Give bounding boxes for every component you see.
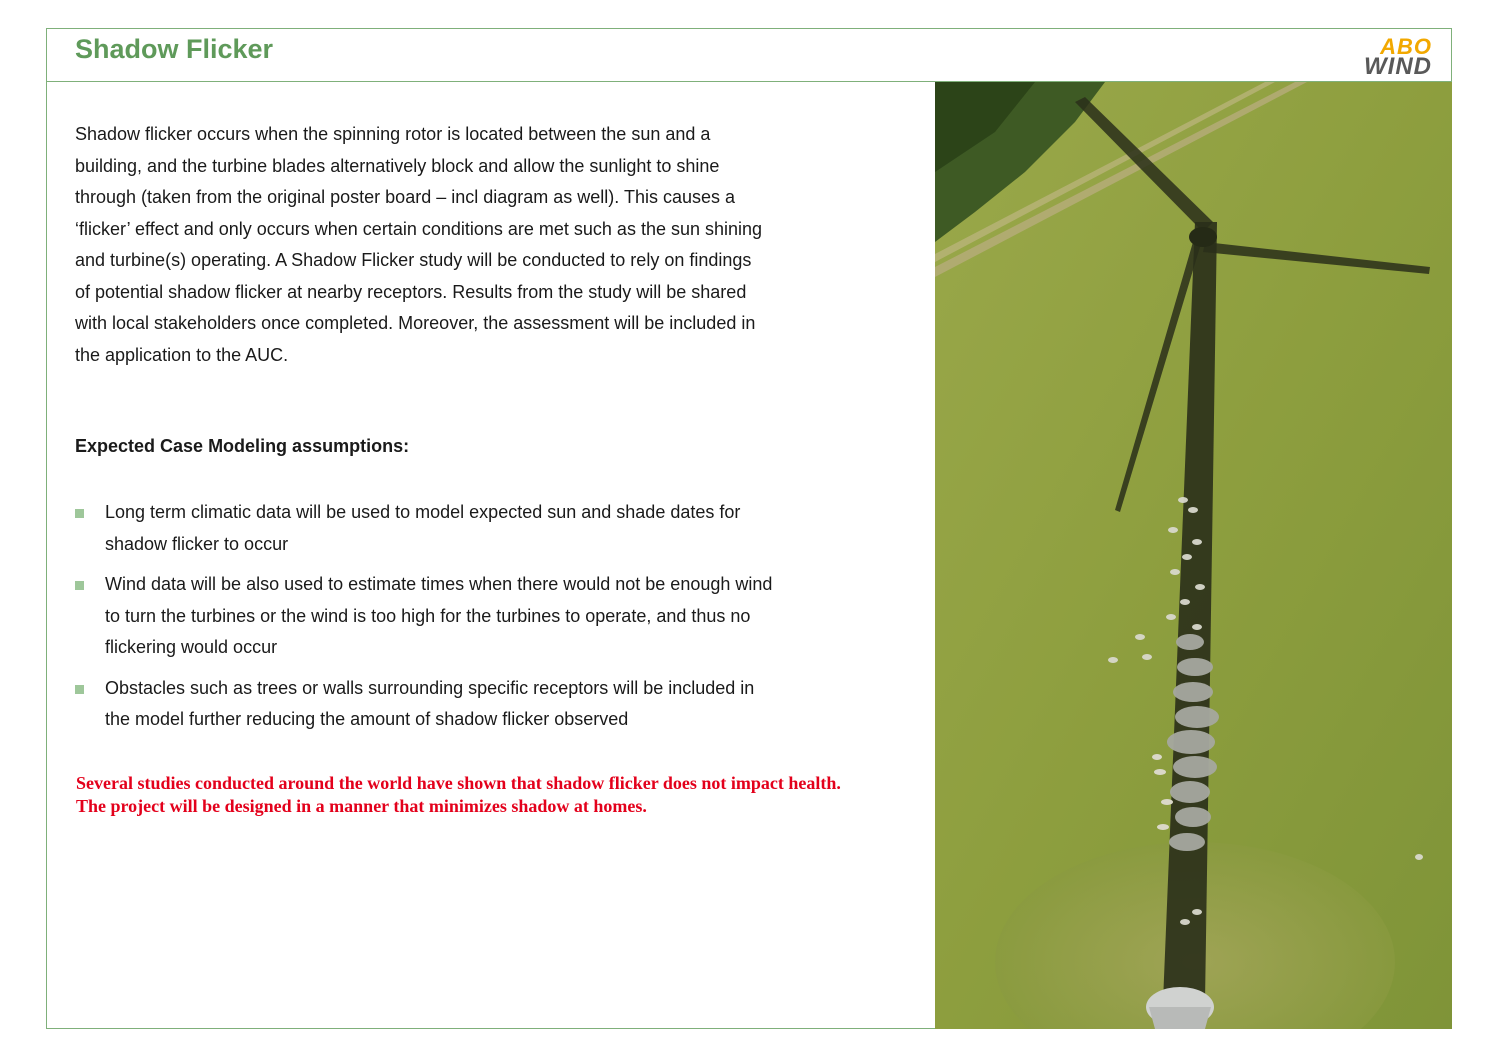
list-item <box>75 569 775 664</box>
hub-shadow <box>1189 227 1217 247</box>
square-bullet-icon <box>75 685 84 694</box>
health-note-line-2: The project will be designed in a manner that minimizes shadow at homes. <box>76 796 647 816</box>
logo-abo-text: ABO <box>1380 34 1432 59</box>
list-item-text: Wind data will be also used to estimate times when there would not be enough wind to turn the turbines or the wind is too high for the turbines to operate, and thus no flickering would occur <box>105 574 773 657</box>
intro-paragraph: Shadow flicker occurs when the spinning rotor is located between the sun and a building, and the turbine blades alternatively block and allow the sunlight to shine through (taken from the original poster board – incl diagram as well). This causes a ‘flicker’ effect and only occurs when certain conditions are met such as the sun shining and turbine(s) operating. A Shadow Flicker study will be conducted to rely on findings of potential shadow flicker at nearby receptors. Results from the study will be shared with local stakeholders once completed. Moreover, the assessment will be included in the application to the AUC. <box>75 124 763 365</box>
health-note-line-1: Several studies conducted around the world have shown that shadow flicker does not impact health. <box>76 773 841 793</box>
list-item <box>75 497 775 560</box>
turbine-shadow-illustration <box>935 82 1452 1029</box>
square-bullet-icon <box>75 509 84 518</box>
assumptions-list <box>75 497 775 745</box>
logo-wind-text: WIND <box>1364 53 1432 80</box>
abo-wind-logo <box>1364 36 1432 79</box>
list-item-text: Long term climatic data will be used to model expected sun and shade dates for shadow flicker to occur <box>105 502 741 554</box>
list-item-text: Obstacles such as trees or walls surrounding specific receptors will be included in the model further reducing the amount of shadow flicker observed <box>105 677 755 729</box>
health-note <box>76 772 896 818</box>
turbine-shadow-photo <box>935 82 1452 1029</box>
square-bullet-icon <box>75 581 84 590</box>
assumptions-heading: Expected Case Modeling assumptions: <box>75 436 410 456</box>
page-title: Shadow Flicker <box>75 34 274 64</box>
list-item <box>75 673 775 736</box>
